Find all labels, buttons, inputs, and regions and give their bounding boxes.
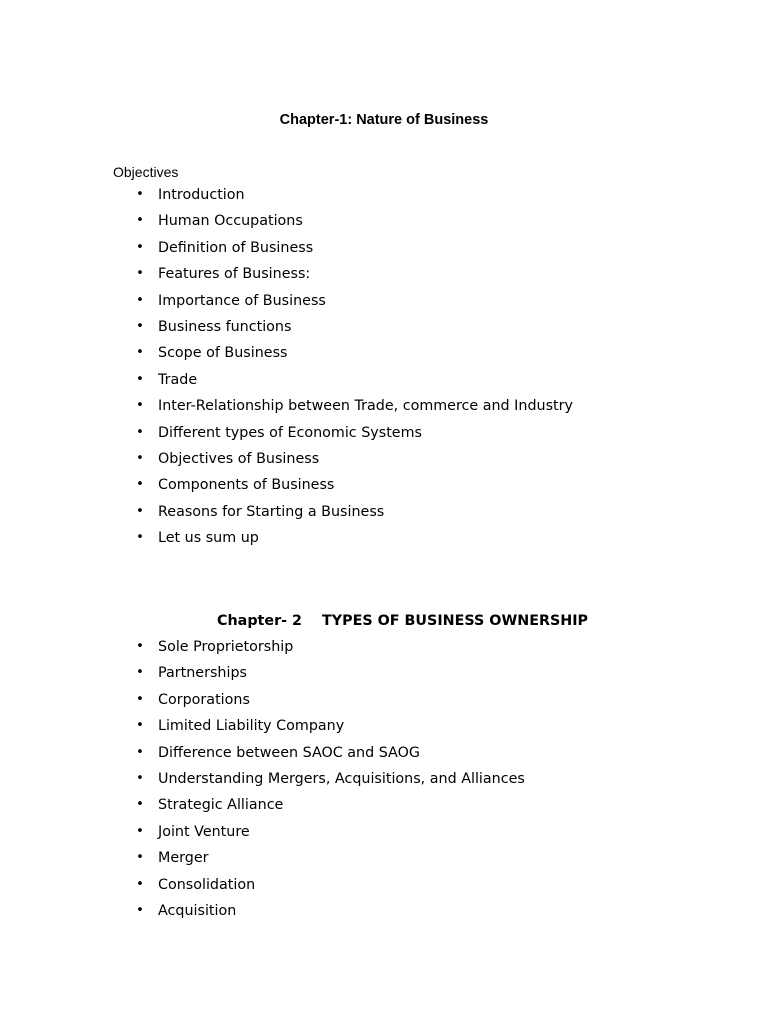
list-item-text: Features of Business:	[158, 266, 311, 283]
bullet-icon: •	[136, 398, 144, 414]
bullet-icon: •	[136, 213, 144, 229]
bullet-icon: •	[136, 902, 144, 918]
list-item-text: Reasons for Starting a Business	[158, 503, 385, 520]
bullet-icon: •	[136, 450, 144, 466]
list-item	[0, 898, 525, 924]
list-item-text: Different types of Economic Systems	[158, 424, 422, 441]
list-item	[0, 845, 525, 871]
chapter-2-number: Chapter- 2	[217, 613, 302, 629]
list-item	[0, 208, 573, 234]
list-item-text: Partnerships	[158, 665, 247, 682]
list-item-text: Definition of Business	[158, 239, 314, 256]
list-item	[0, 740, 525, 766]
list-item-text: Components of Business	[158, 477, 335, 494]
list-item-text: Strategic Alliance	[158, 797, 284, 814]
list-item	[0, 314, 573, 340]
list-item	[0, 687, 525, 713]
bullet-icon: •	[136, 292, 144, 308]
list-item	[0, 499, 573, 525]
list-item	[0, 182, 573, 208]
list-item	[0, 393, 573, 419]
list-item	[0, 792, 525, 818]
list-item-text: Merger	[158, 850, 209, 867]
bullet-icon: •	[136, 639, 144, 654]
list-item-text: Acquisition	[158, 902, 237, 919]
chapter-1-objectives-list	[0, 182, 573, 551]
list-item-text: Human Occupations	[158, 213, 303, 230]
bullet-icon: •	[136, 424, 144, 440]
chapter-1-title: Chapter-1: Nature of Business	[279, 112, 489, 128]
bullet-icon: •	[136, 718, 144, 734]
bullet-icon: •	[136, 876, 144, 892]
list-item-text: Inter-Relationship between Trade, commerce and Industry	[158, 398, 573, 415]
list-item	[0, 472, 573, 498]
objectives-label: Objectives	[113, 164, 179, 180]
bullet-icon: •	[136, 371, 144, 387]
list-item	[0, 634, 525, 660]
bullet-icon: •	[136, 345, 144, 361]
bullet-icon: •	[136, 239, 144, 255]
list-item-text: Let us sum up	[158, 530, 259, 547]
list-item	[0, 660, 525, 686]
list-item-text: Importance of Business	[158, 292, 326, 309]
list-item-text: Joint Venture	[158, 823, 250, 840]
bullet-icon: •	[136, 477, 144, 493]
list-item	[0, 713, 525, 739]
list-item	[0, 420, 573, 446]
chapter-2-heading: TYPES OF BUSINESS OWNERSHIP	[322, 613, 589, 629]
list-item	[0, 446, 573, 472]
bullet-icon: •	[136, 823, 144, 839]
list-item	[0, 288, 573, 314]
chapter-2-title	[217, 610, 588, 632]
list-item-text: Limited Liability Company	[158, 718, 345, 735]
chapter-2-topics-list	[0, 634, 525, 924]
list-item-text: Trade	[158, 371, 198, 388]
bullet-icon: •	[136, 503, 144, 519]
list-item	[0, 525, 573, 551]
bullet-icon: •	[136, 850, 144, 866]
bullet-icon: •	[136, 744, 144, 760]
list-item-text: Consolidation	[158, 876, 256, 893]
list-item-text: Introduction	[158, 187, 245, 203]
bullet-icon: •	[136, 665, 144, 681]
list-item	[0, 872, 525, 898]
list-item	[0, 261, 573, 287]
bullet-icon: •	[136, 691, 144, 707]
list-item-text: Understanding Mergers, Acquisitions, and Alliances	[158, 770, 525, 787]
list-item-text: Difference between SAOC and SAOG	[158, 744, 420, 761]
list-item	[0, 340, 573, 366]
bullet-icon: •	[136, 266, 144, 282]
bullet-icon: •	[136, 187, 144, 202]
bullet-icon: •	[136, 770, 144, 786]
list-item-text: Sole Proprietorship	[158, 639, 294, 655]
list-item	[0, 766, 525, 792]
list-item-text: Objectives of Business	[158, 450, 320, 467]
list-item	[0, 235, 573, 261]
list-item-text: Corporations	[158, 691, 250, 708]
bullet-icon: •	[136, 797, 144, 813]
bullet-icon: •	[136, 530, 144, 546]
list-item-text: Business functions	[158, 318, 292, 335]
list-item	[0, 367, 573, 393]
list-item-text: Scope of Business	[158, 345, 288, 362]
list-item	[0, 819, 525, 845]
bullet-icon: •	[136, 318, 144, 334]
